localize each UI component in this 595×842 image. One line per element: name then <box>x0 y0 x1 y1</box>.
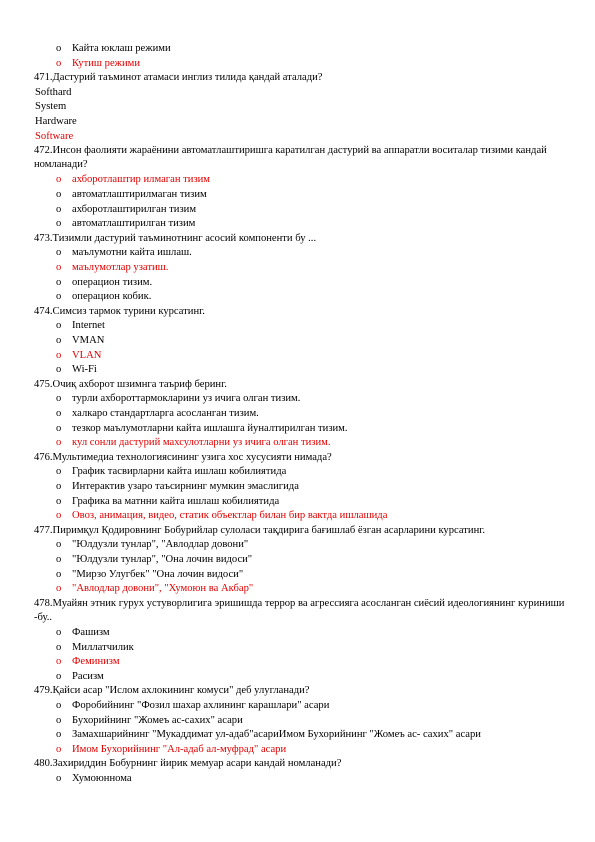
answer-option <box>0 553 252 567</box>
answer-option <box>0 670 104 684</box>
answer-option <box>0 495 279 509</box>
answer-option <box>0 42 171 56</box>
question-text: 477.Пиримқул Қодировнинг Бобурийлар сулоласи тақдирига бағишлаб ёзган асарларини курсатинг. <box>34 524 486 536</box>
bullet-marker: o <box>56 291 62 303</box>
answer-option <box>0 641 134 655</box>
answer-option <box>0 509 387 523</box>
option-text: Wi-Fi <box>72 364 97 376</box>
answer-option <box>0 626 110 640</box>
answer-option <box>0 290 151 304</box>
question-text: 473.Тизимли дастурий таъминотнинг асосий компоненти бу ... <box>34 232 317 244</box>
option-text: "Авлодлар довони", "Хумоюн ва Акбар" <box>72 583 254 595</box>
question-text: 476.Мультимедиа технологиясининг узига хос хусусияти нимада? <box>34 451 332 463</box>
bullet-marker: o <box>56 335 62 346</box>
answer-option <box>0 203 196 217</box>
option-text: Кутиш режими <box>72 57 141 69</box>
question-text: 472.Инсон фаолияти жараёнини автоматлаштиришга каратилган дастурий ва аппаратли воситалар тизими кандай номланади? <box>34 145 547 171</box>
question-text: 474.Симсиз тармок турини курсатинг. <box>34 305 205 317</box>
answer-option <box>0 465 286 479</box>
answer-option <box>0 407 259 421</box>
bullet-marker: o <box>56 218 62 230</box>
bullet-marker: o <box>56 203 62 215</box>
bullet-marker: o <box>56 437 62 449</box>
answer-option <box>0 319 105 333</box>
answer-option <box>0 217 195 231</box>
option-text: операцион кобик. <box>72 291 152 303</box>
option-text: Миллатчилик <box>72 641 134 653</box>
bullet-marker: o <box>56 393 62 405</box>
bullet-marker: o <box>56 495 62 507</box>
bullet-marker: o <box>56 656 62 668</box>
bullet-marker: o <box>56 422 62 434</box>
option-text: ахборотлаштир илмаган тизим <box>72 174 211 186</box>
answer-option <box>0 436 331 450</box>
question-text: 478.Муайян этник гурух устуворлигига эришишда террор ва агрессияга асосланган сиёсий идеологиянинг куриниши -бу.. <box>34 597 565 623</box>
bullet-marker: o <box>56 510 62 522</box>
option-text: автоматлаштирилган тизим <box>72 218 196 230</box>
answer-option <box>0 363 97 377</box>
answer-option <box>0 334 104 348</box>
bullet-marker: o <box>56 583 62 595</box>
bullet-marker: o <box>56 627 62 638</box>
answer-option <box>0 699 329 713</box>
answer-option <box>0 422 348 436</box>
answer-option <box>0 568 243 582</box>
bullet-marker: o <box>56 729 62 741</box>
question-text: 480.Захириддин Бобурнинг йирик мемуар асари кандай номланади? <box>34 758 342 770</box>
option-text: "Юлдузли тунлар", "Она лочин видоси" <box>72 554 253 565</box>
bullet-marker: o <box>56 743 62 755</box>
answer-option <box>0 772 132 786</box>
option-text: операцион тизим. <box>72 276 153 288</box>
plain-option: System <box>35 101 67 113</box>
question-text: 475.Очиқ ахборот шзимнга таъриф беринг. <box>34 378 227 390</box>
option-text: Фашизм <box>72 627 110 638</box>
bullet-marker: o <box>56 57 62 69</box>
bullet-marker: o <box>56 481 62 492</box>
bullet-marker: o <box>56 262 62 273</box>
bullet-marker: o <box>56 714 62 726</box>
option-text: График тасвирларни кайта ишлаш кобилиятида <box>72 466 287 478</box>
answer-option <box>0 714 243 728</box>
answer-option <box>0 655 120 669</box>
option-text: Расизм <box>72 670 104 682</box>
option-text: маълумотни кайта ишлаш. <box>72 247 192 259</box>
answer-option <box>0 261 168 275</box>
bullet-marker: o <box>56 276 62 288</box>
option-text: Графика ва матнни кайта ишлаш кобилиятида <box>72 495 280 507</box>
option-text: ахборотлаштирилган тизим <box>72 203 197 215</box>
option-text: Овоз, анимация, видео, статик объектлар билан бир вактда ишлашида <box>72 510 388 522</box>
option-text: Феминизм <box>72 656 120 668</box>
bullet-marker: o <box>56 700 62 711</box>
option-text: турли ахбороттармокларини уз ичига олган тизим. <box>72 393 301 405</box>
bullet-marker: o <box>56 43 62 54</box>
option-text: Хумоюннома <box>72 773 132 784</box>
answer-option <box>0 276 152 290</box>
answer-option <box>0 480 299 494</box>
answer-option <box>0 538 248 552</box>
option-text: Замахшарийнинг "Мукаддимат ул-адаб"асариИмом Бухорийнинг "Жомеъ ас- сахих" асари <box>72 729 481 741</box>
bullet-marker: o <box>56 773 62 784</box>
answer-option <box>0 349 101 363</box>
option-text: "Мирзо Улугбек" "Она лочин видоси" <box>72 568 244 580</box>
bullet-marker: o <box>56 466 62 478</box>
bullet-marker: o <box>56 320 62 332</box>
question-text: 479.Қайси асар "Ислом ахлокининг комуси" деб улугланади? <box>34 685 310 697</box>
answer-option <box>0 728 481 742</box>
bullet-marker: o <box>56 174 62 186</box>
bullet-marker: o <box>56 568 62 580</box>
answer-option <box>0 392 300 406</box>
option-text: маълумотлар узатиш. <box>72 262 169 273</box>
option-text: "Юлдузли тунлар", "Авлодлар довони" <box>72 539 249 551</box>
answer-option <box>0 188 207 202</box>
option-text: VMAN <box>72 335 105 346</box>
option-text: VLAN <box>72 349 102 361</box>
plain-option: Hardware <box>35 116 77 127</box>
option-text: тезкор маълумотларни кайта ишлашга йуналтирилган тизим. <box>72 422 348 434</box>
option-text: Интерактив узаро таъсирнинг мумкин эмаслигида <box>72 481 299 492</box>
option-text: автоматлаштирилмаган тизим <box>72 189 207 200</box>
option-text: Бухорийнинг "Жомеъ ас-сахих" асари <box>72 714 243 726</box>
question-text: 471.Дастурий таъминот атамаси инглиз тилида қандай аталади? <box>34 72 323 84</box>
plain-option: Softhard <box>35 86 72 98</box>
bullet-marker: o <box>56 349 62 361</box>
bullet-marker: o <box>56 408 62 419</box>
bullet-marker: o <box>56 247 62 259</box>
answer-option <box>0 173 210 187</box>
option-text: Имом Бухорийнинг "Ал-адаб ал-муфрад" асари <box>72 743 287 755</box>
option-text: Кайта юклаш режими <box>72 43 171 54</box>
answer-option <box>0 582 253 596</box>
answer-option <box>0 743 286 757</box>
option-text: кул сонли дастурий махсулотларни уз ичига олган тизим. <box>72 437 331 449</box>
option-text: Форобийнинг "Фозил шахар ахлининг карашлари" асари <box>72 700 330 711</box>
bullet-marker: o <box>56 554 62 565</box>
bullet-marker: o <box>56 641 62 653</box>
answer-option <box>0 57 140 71</box>
bullet-marker: o <box>56 539 62 551</box>
option-text: Internet <box>72 320 105 332</box>
bullet-marker: o <box>56 364 62 376</box>
option-text: халкаро стандартларга асосланган тизим. <box>72 408 259 419</box>
bullet-marker: o <box>56 670 62 682</box>
bullet-marker: o <box>56 189 62 200</box>
plain-option: Software <box>35 130 74 142</box>
answer-option <box>0 246 192 260</box>
